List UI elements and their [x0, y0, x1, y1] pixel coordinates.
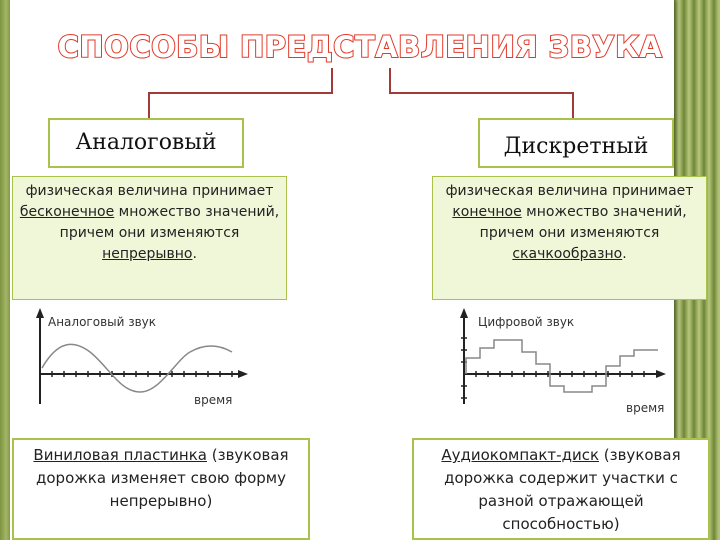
analog-desc-end: . — [192, 246, 197, 262]
digital-example-box — [412, 438, 710, 540]
analog-sound-chart — [28, 300, 258, 430]
analog-wave — [42, 344, 232, 392]
digital-header-box — [478, 118, 674, 168]
digital-axis-label: время — [626, 401, 665, 415]
analog-desc-underline-2: непрерывно — [102, 246, 193, 262]
connector-left — [148, 92, 333, 120]
analog-desc-underline-1: бесконечное — [19, 204, 115, 220]
digital-example-text: (звуковая дорожка содержит участки с разной отражающей способностью) — [444, 446, 681, 533]
analog-example-text: (звуковая дорожка изменяет свою форму непрерывно) — [36, 446, 289, 510]
analog-desc-text-2: множество значений, причем они изменяются — [59, 204, 280, 241]
digital-desc-text-2: множество значений, причем они изменяются — [479, 204, 687, 241]
connector-right-stem — [389, 68, 391, 92]
digital-example-term: Аудиокомпакт-диск — [441, 446, 599, 464]
analog-example-box — [12, 438, 310, 540]
analog-header-box — [48, 118, 244, 168]
digital-desc-underline-2: скачкообразно — [512, 246, 623, 262]
slide-title: СПОСОБЫ ПРЕДСТАВЛЕНИЯ ЗВУКА — [57, 30, 663, 64]
analog-desc-text: физическая величина принимает — [25, 183, 274, 199]
digital-sound-chart — [450, 300, 680, 430]
digital-desc-text: физическая величина принимает — [445, 183, 694, 199]
digital-wave — [466, 340, 658, 392]
analog-chart-label: Аналоговый звук — [48, 315, 157, 329]
analog-header: Аналоговый — [75, 130, 217, 155]
digital-chart-label: Цифровой звук — [478, 315, 575, 329]
connector-right — [389, 92, 574, 120]
analog-description — [12, 176, 287, 300]
analog-axis-label: время — [194, 393, 233, 407]
analog-example-term: Виниловая пластинка — [33, 446, 207, 464]
digital-header: Дискретный — [503, 134, 649, 159]
digital-description — [432, 176, 707, 300]
digital-desc-end: . — [622, 246, 627, 262]
digital-desc-underline-1: конечное — [452, 204, 522, 220]
connector-left-stem — [331, 68, 333, 92]
